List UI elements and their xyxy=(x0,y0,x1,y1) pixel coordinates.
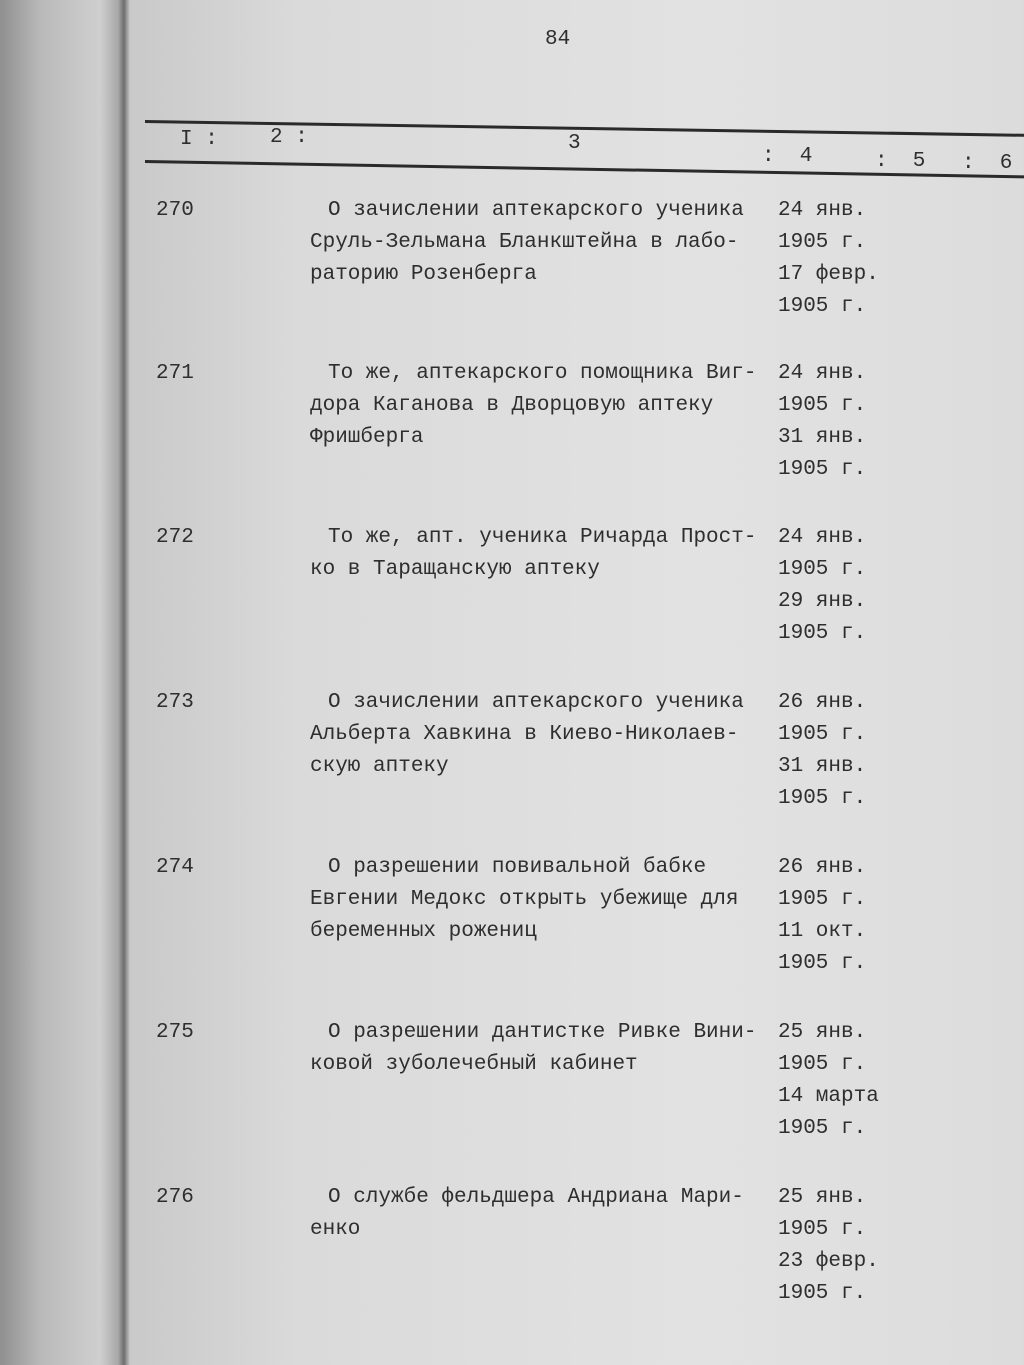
entry-description xyxy=(310,1182,744,1246)
entry-description xyxy=(310,1017,756,1081)
date-line: 1905 г. xyxy=(778,558,867,581)
description-line: О зачислении аптекарского ученика xyxy=(328,199,744,222)
date-line: 1905 г. xyxy=(778,952,867,975)
col-header-1: I : xyxy=(180,128,218,151)
date-line: 24 янв. xyxy=(778,526,867,549)
col-header-5: : 5 xyxy=(875,150,926,173)
description-line: О разрешении дантистке Ривке Вини- xyxy=(328,1021,757,1044)
date-line: 1905 г. xyxy=(778,1053,867,1076)
entry-description xyxy=(310,195,744,291)
date-line: 1905 г. xyxy=(778,787,867,810)
description-line: О разрешении повивальной бабке xyxy=(328,856,707,879)
entry-number: 270 xyxy=(156,199,194,222)
date-line: 26 янв. xyxy=(778,856,867,879)
date-line: 1905 г. xyxy=(778,1218,867,1241)
date-line: 31 янв. xyxy=(778,426,867,449)
col-header-2: 2 : xyxy=(270,126,308,149)
description-line: ковой зуболечебный кабинет xyxy=(310,1053,638,1076)
date-line: 23 февр. xyxy=(778,1250,879,1273)
description-line: О зачислении аптекарского ученика xyxy=(328,691,744,714)
col-header-4: : 4 xyxy=(762,145,813,168)
description-line: раторию Розенберга xyxy=(310,263,537,286)
entry-description xyxy=(310,522,756,586)
date-line: 1905 г. xyxy=(778,622,867,645)
entry-number: 273 xyxy=(156,691,194,714)
entry-dates xyxy=(778,358,866,486)
entry-number: 271 xyxy=(156,362,194,385)
entry-dates xyxy=(778,522,866,650)
entry-dates xyxy=(778,195,879,323)
date-line: 25 янв. xyxy=(778,1186,867,1209)
date-line: 1905 г. xyxy=(778,1117,867,1140)
entry-description xyxy=(310,687,744,783)
entry-description xyxy=(310,358,756,454)
entry-number: 276 xyxy=(156,1186,194,1209)
description-line: То же, аптекарского помощника Виг- xyxy=(328,362,757,385)
entry-description xyxy=(310,852,738,948)
description-line: Евгении Медокс открыть убежище для xyxy=(310,888,739,911)
entry-dates xyxy=(778,1017,879,1145)
date-line: 1905 г. xyxy=(778,394,867,417)
date-line: 24 янв. xyxy=(778,362,867,385)
date-line: 24 янв. xyxy=(778,199,867,222)
date-line: 1905 г. xyxy=(778,458,867,481)
entry-number: 272 xyxy=(156,526,194,549)
col-header-6: : 6 xyxy=(962,152,1013,175)
entry-number: 275 xyxy=(156,1021,194,1044)
entry-dates xyxy=(778,852,866,980)
description-line: беременных рожениц xyxy=(310,920,537,943)
page-number: 84 xyxy=(545,28,571,51)
col-header-3: 3 xyxy=(568,132,581,155)
description-line: ко в Таращанскую аптеку xyxy=(310,558,600,581)
description-line: Альберта Хавкина в Киево-Николаев- xyxy=(310,723,739,746)
date-line: 25 янв. xyxy=(778,1021,867,1044)
description-line: скую аптеку xyxy=(310,755,449,778)
description-line: Сруль-Зельмана Бланкштейна в лабо- xyxy=(310,231,739,254)
description-line: То же, апт. ученика Ричарда Прост- xyxy=(328,526,757,549)
date-line: 14 марта xyxy=(778,1085,879,1108)
description-line: О службе фельдшера Андриана Мари- xyxy=(328,1186,744,1209)
date-line: 1905 г. xyxy=(778,888,867,911)
date-line: 1905 г. xyxy=(778,1282,867,1305)
description-line: енко xyxy=(310,1218,361,1241)
date-line: 31 янв. xyxy=(778,755,867,778)
entry-number: 274 xyxy=(156,856,194,879)
date-line: 29 янв. xyxy=(778,590,867,613)
date-line: 17 февр. xyxy=(778,263,879,286)
description-line: дора Каганова в Дворцовую аптеку xyxy=(310,394,714,417)
date-line: 1905 г. xyxy=(778,231,867,254)
entry-dates xyxy=(778,1182,879,1310)
date-line: 26 янв. xyxy=(778,691,867,714)
date-line: 11 окт. xyxy=(778,920,867,943)
description-line: Фришберга xyxy=(310,426,424,449)
entry-dates xyxy=(778,687,866,815)
date-line: 1905 г. xyxy=(778,295,867,318)
date-line: 1905 г. xyxy=(778,723,867,746)
